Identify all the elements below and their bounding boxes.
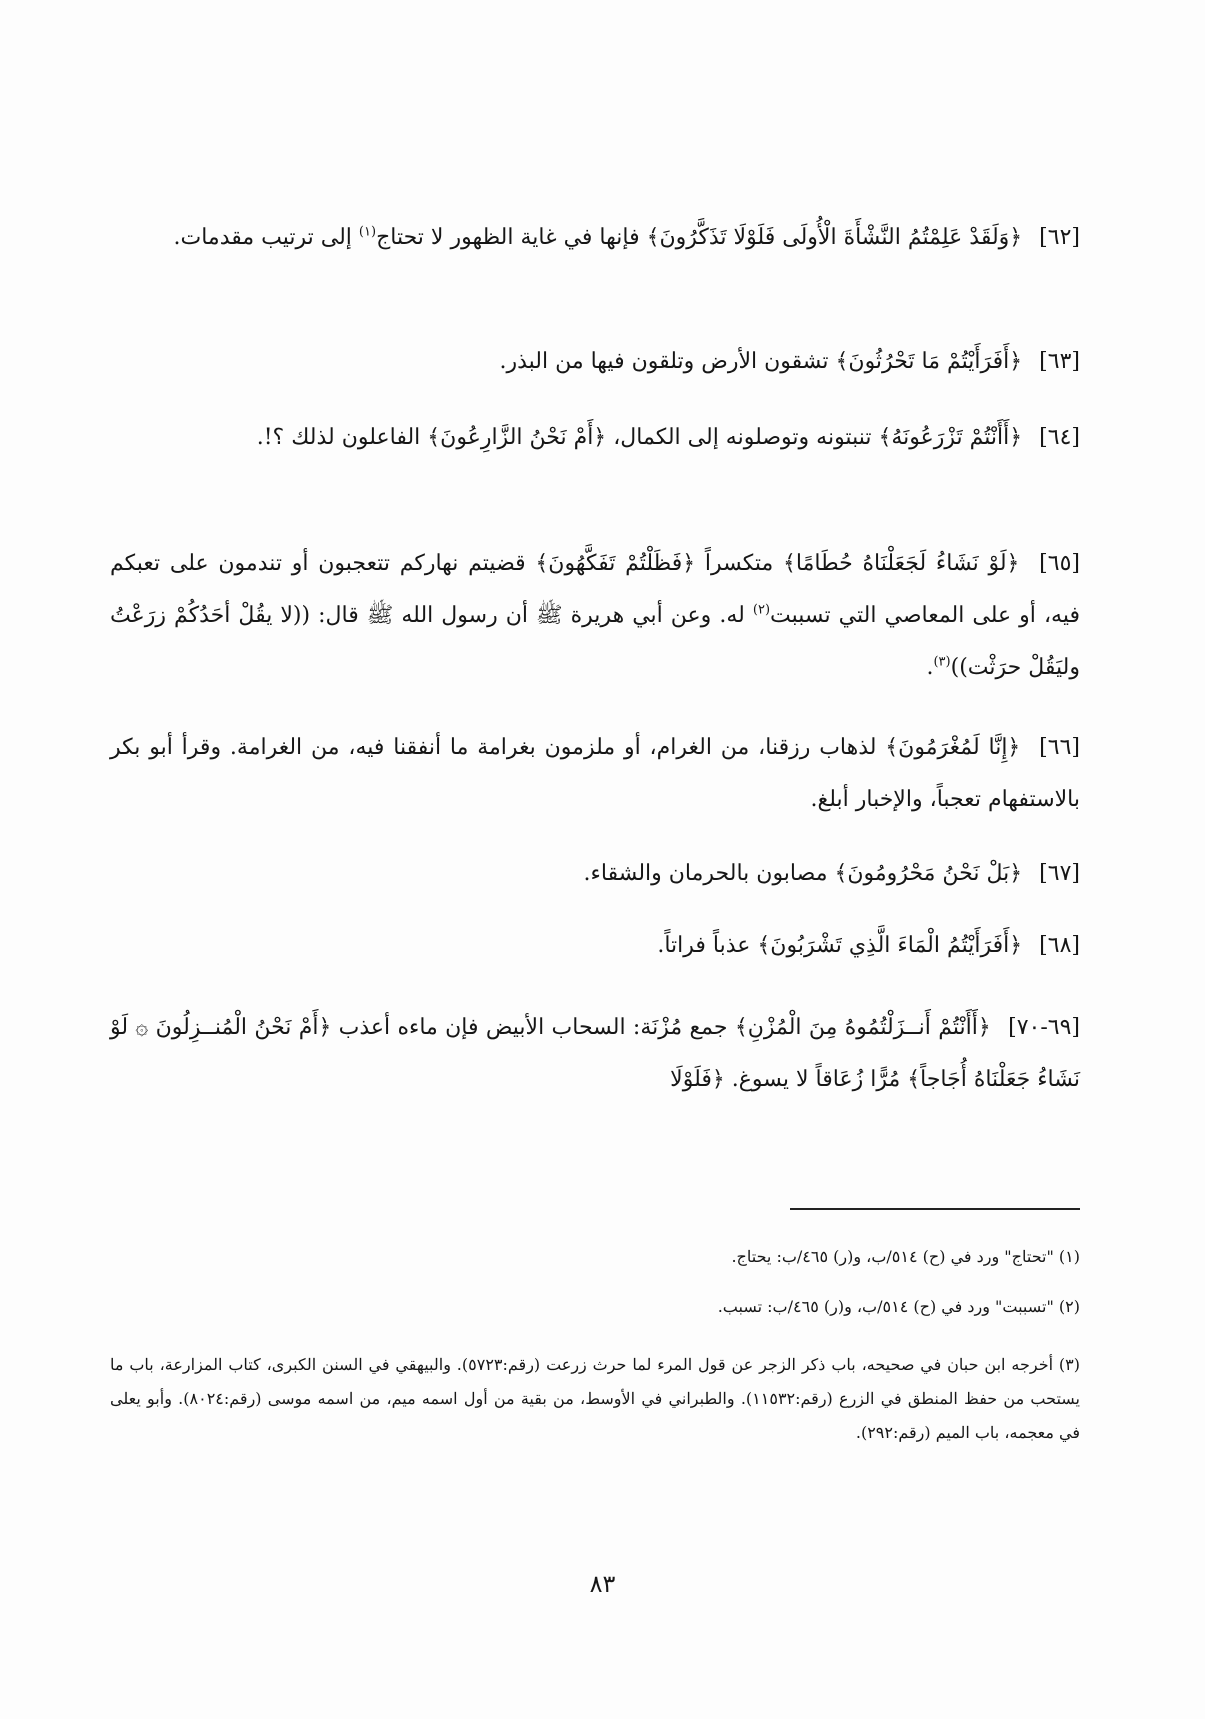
paragraph-63 [110,336,1080,388]
footnote-1: (١) "تحتاج" ورد في (ح) ٥١٤/ب، و(ر) ٤٦٥/ب: يحتاج. [731,1247,1080,1266]
footnote-ref[interactable]: (١) [358,224,377,240]
verse-text-cont: له. وعن أبي هريرة ﷺ أن رسول الله ﷺ قال: ((لا يقُلْ أحَدُكُمْ زرَعْتُ وليَقُلْ حرَثْت)) [110,603,1080,680]
verse-text: ﴿أَفَرَأَيْتُمُ الْمَاءَ الَّذِي تَشْرَبُونَ﴾ عذباً فراتاً. [657,933,1023,958]
verse-text: ﴿أَأَنْتُمْ أَنــزَلْتُمُوهُ مِنَ الْمُزْنِ﴾ جمع مُزْنَة: السحاب الأبيض فإن ماءه أعذب ﴿أَمْ نَحْنُ الْمُنــزِلُونَ ۞ لَوْ نَشَاءُ جَعَلْنَاهُ أُجَاجاً﴾ مُرًّا زُعَاقاً لا يسوغ. ﴿فَلَوْلَا [110,1015,1080,1092]
verse-text: ﴿وَلَقَدْ عَلِمْتُمُ النَّشْأَةَ الْأُولَى فَلَوْلَا تَذَكَّرُونَ﴾ فإنها في غاية الظهور لا تحتاج [376,225,1023,250]
verse-number: [٦٩-٧٠] [1008,1015,1080,1040]
footnote-ref[interactable]: (٢) [752,602,771,618]
paragraph-68 [110,920,1080,972]
footnote-3: (٣) أخرجه ابن حبان في صحيحه، باب ذكر الزجر عن قول المرء لما حرث زرعت (رقم:٥٧٢٣). والبيهقي في السنن الكبرى، كتاب المزارعة، باب ما يستحب من حفظ المنطق في الزرع (رقم:١١٥٣٢). والطبراني في الأوسط، من بقية من أول اسمه ميم، من اسمه موسى (رقم:٨٠٢٤). وأبو يعلى في معجمه، باب الميم (رقم:٢٩٢). [110,1355,1081,1442]
verse-text-end: . [926,655,934,680]
footnote-2: (٢) "تسببت" ورد في (ح) ٥١٤/ب، و(ر) ٤٦٥/ب: تسبب. [717,1297,1080,1316]
verse-number: [٦٨] [1039,933,1080,958]
paragraph-64 [110,412,1080,464]
verse-number: [٦٦] [1039,735,1080,760]
verse-number: [٦٢] [1039,225,1080,250]
paragraph-66 [110,722,1080,826]
verse-number: [٦٣] [1039,349,1080,374]
verse-text-cont: إلى ترتيب مقدمات. [173,225,359,250]
verse-number: [٦٧] [1039,861,1080,886]
verse-text: ﴿بَلْ نَحْنُ مَحْرُومُونَ﴾ مصابون بالحرمان والشقاء. [583,861,1023,886]
verse-text: ﴿أَأَنْتُمْ تَزْرَعُونَهُ﴾ تنبتونه وتوصلونه إلى الكمال، ﴿أَمْ نَحْنُ الزَّارِعُونَ﴾ الفاعلون لذلك ؟!. [256,425,1023,450]
verse-text: ﴿إِنَّا لَمُغْرَمُونَ﴾ لذهاب رزقنا، من الغرام، أو ملزمون بغرامة ما أنفقنا فيه، من الغرامة. وقرأ أبو بكر بالاستفهام تعجباً، والإخبار أبلغ. [110,735,1080,812]
verse-number: [٦٤] [1039,425,1080,450]
footnote-separator [790,1208,1080,1210]
paragraph-67 [110,848,1080,900]
paragraph-65 [110,538,1080,694]
page-number: ٨٣ [589,1570,616,1598]
footnote-ref[interactable]: (٣) [933,654,951,670]
paragraph-62 [110,212,1080,264]
verse-number: [٦٥] [1039,551,1080,576]
verse-text: ﴿لَوْ نَشَاءُ لَجَعَلْنَاهُ حُطَامًا﴾ متكسراً ﴿فَظَلْتُمْ تَفَكَّهُونَ﴾ قضيتم نهاركم تتعجبون أو تندمون على تعبكم فيه، أو على المعاصي التي تسببت [110,551,1081,628]
paragraph-69-70 [110,1002,1080,1106]
verse-text: ﴿أَفَرَأَيْتُمْ مَا تَحْرُثُونَ﴾ تشقون الأرض وتلقون فيها من البذر. [499,349,1023,374]
